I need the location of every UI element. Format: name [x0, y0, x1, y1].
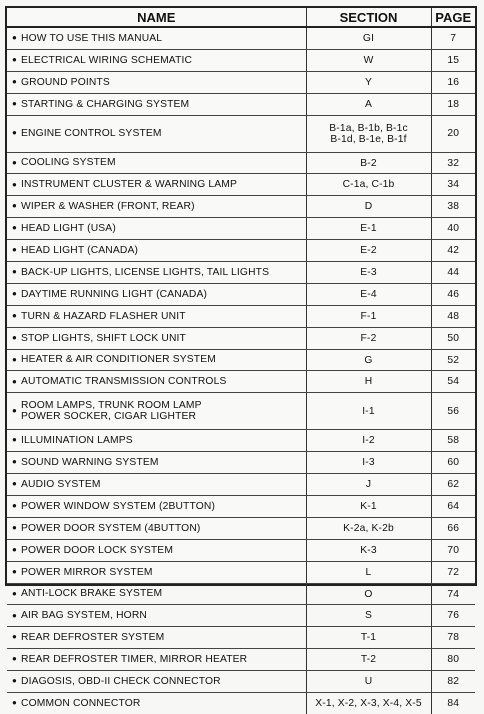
entry-name-cell: [7, 115, 306, 152]
entry-name: WIPER & WASHER (FRONT, REAR): [21, 201, 195, 213]
bullet-icon: ●: [12, 610, 17, 620]
entry-name: ILLUMINATION LAMPS: [21, 435, 133, 447]
entry-page: 18: [431, 93, 475, 115]
bullet-icon: ●: [12, 223, 17, 233]
entry-name: HOW TO USE THIS MANUAL: [21, 32, 163, 44]
bullet-icon: ●: [12, 201, 17, 211]
entry-section-cell: [306, 649, 431, 671]
entry-name: SOUND WARNING SYSTEM: [21, 457, 159, 469]
entry-name: POWER DOOR SYSTEM (4BUTTON): [21, 522, 201, 534]
entry-section-cell: [306, 539, 431, 561]
table-row: [7, 196, 475, 218]
entry-section: B-2: [360, 157, 377, 169]
entry-name-cell: [7, 27, 306, 49]
table-row: [7, 605, 475, 627]
bullet-icon: ●: [12, 288, 17, 298]
entry-section: C-1a, C-1b: [342, 179, 395, 191]
entry-name-cell: [7, 583, 306, 605]
entry-page: 48: [431, 305, 475, 327]
entry-name: GROUND POINTS: [21, 76, 110, 88]
entry-page: 46: [431, 283, 475, 305]
entry-section: Y: [364, 76, 373, 88]
entry-name-cell: [7, 627, 306, 649]
entry-name: TURN & HAZARD FLASHER UNIT: [21, 310, 186, 322]
entry-page: 42: [431, 240, 475, 262]
entry-name-cell: [7, 430, 306, 452]
entry-name: INSTRUMENT CLUSTER & WARNING LAMP: [21, 179, 238, 191]
name-column-header: NAME: [7, 8, 306, 27]
table-row: [7, 496, 475, 518]
entry-name-cell: [7, 452, 306, 474]
entry-section-cell: [306, 671, 431, 693]
entry-name: ANTI-LOCK BRAKE SYSTEM: [21, 588, 163, 600]
bullet-icon: ●: [12, 245, 17, 255]
entry-section-cell: [306, 240, 431, 262]
bullet-icon: ●: [12, 354, 17, 364]
entry-section-cell: [306, 693, 431, 714]
entry-section: I-2: [362, 435, 375, 447]
entry-name-cell: [7, 93, 306, 115]
entry-name-cell: [7, 49, 306, 71]
entry-page: 56: [431, 393, 475, 430]
entry-page: 34: [431, 174, 475, 196]
entry-section-cell: [306, 605, 431, 627]
entry-name-cell: [7, 349, 306, 371]
entry-section: S: [364, 610, 373, 622]
entry-name-cell: [7, 517, 306, 539]
entry-name-cell: [7, 327, 306, 349]
bullet-icon: ●: [12, 698, 17, 708]
entry-name: COMMON CONNECTOR: [21, 697, 141, 709]
entry-section-cell: [306, 327, 431, 349]
bullet-icon: ●: [12, 501, 17, 511]
entry-section-cell: [306, 27, 431, 49]
entry-page: 50: [431, 327, 475, 349]
entry-name: STOP LIGHTS, SHIFT LOCK UNIT: [21, 332, 186, 344]
table-row: [7, 539, 475, 561]
entry-name-cell: [7, 240, 306, 262]
entry-section-cell: [306, 371, 431, 393]
table-row: [7, 649, 475, 671]
entry-section-cell: [306, 49, 431, 71]
bullet-icon: ●: [12, 522, 17, 532]
entry-section-cell: [306, 627, 431, 649]
table-row: [7, 561, 475, 583]
entry-name-cell: [7, 693, 306, 714]
entry-section-cell: [306, 517, 431, 539]
bullet-icon: ●: [12, 632, 17, 642]
entry-name: DAYTIME RUNNING LIGHT (CANADA): [21, 288, 208, 300]
entry-section: T-2: [360, 654, 377, 666]
entry-page: 72: [431, 561, 475, 583]
entry-page: 52: [431, 349, 475, 371]
page-column-header: PAGE: [431, 8, 475, 27]
entry-name-cell: [7, 561, 306, 583]
entry-section: T-1: [360, 632, 377, 644]
entry-name-cell: [7, 474, 306, 496]
entry-section: E-2: [360, 245, 377, 257]
table-row: [7, 71, 475, 93]
entry-name: REAR DEFROSTER TIMER, MIRROR HEATER: [21, 654, 248, 666]
entry-section-cell: [306, 474, 431, 496]
table-row: [7, 371, 475, 393]
entry-section-cell: [306, 283, 431, 305]
entry-name-cell: [7, 196, 306, 218]
table-row: [7, 27, 475, 49]
entry-section-cell: [306, 430, 431, 452]
entry-name: POWER WINDOW SYSTEM (2BUTTON): [21, 500, 216, 512]
entry-section-cell: [306, 583, 431, 605]
table-row: [7, 474, 475, 496]
entry-section: U: [364, 676, 373, 688]
entry-name: COOLING SYSTEM: [21, 157, 116, 169]
entry-section-cell: [306, 71, 431, 93]
table-row: [7, 393, 475, 430]
table-row: [7, 262, 475, 284]
entry-section-cell: [306, 452, 431, 474]
entry-section: D: [364, 201, 373, 213]
entry-section: G: [364, 354, 373, 366]
entry-page: 15: [431, 49, 475, 71]
entry-name-cell: [7, 305, 306, 327]
entry-name-cell: [7, 605, 306, 627]
entry-section-cell: [306, 196, 431, 218]
entry-section-cell: [306, 115, 431, 152]
entry-section: W: [363, 54, 374, 66]
bullet-icon: ●: [12, 479, 17, 489]
entry-section: X-1, X-2, X-3, X-4, X-5: [315, 697, 422, 709]
bullet-icon: ●: [12, 676, 17, 686]
entry-page: 44: [431, 262, 475, 284]
entry-section-cell: [306, 393, 431, 430]
table-row: [7, 283, 475, 305]
entry-name: POWER MIRROR SYSTEM: [21, 566, 153, 578]
entry-section-cell: [306, 349, 431, 371]
bullet-icon: ●: [12, 544, 17, 554]
entry-page: 66: [431, 517, 475, 539]
table-row: [7, 152, 475, 174]
entry-section: B-1a, B-1b, B-1c B-1d, B-1e, B-1f: [329, 122, 408, 145]
entry-section: H: [364, 376, 373, 388]
bullet-icon: ●: [12, 566, 17, 576]
entry-page: 64: [431, 496, 475, 518]
entry-name-cell: [7, 649, 306, 671]
entry-page: 82: [431, 671, 475, 693]
entry-name-cell: [7, 71, 306, 93]
bullet-icon: ●: [12, 54, 17, 64]
entry-section: E-3: [360, 266, 377, 278]
table-row: [7, 583, 475, 605]
entry-name: AUDIO SYSTEM: [21, 478, 101, 490]
table-row: [7, 517, 475, 539]
bullet-icon: ●: [12, 406, 17, 416]
entry-name: HEATER & AIR CONDITIONER SYSTEM: [21, 354, 216, 366]
entry-name: ENGINE CONTROL SYSTEM: [21, 127, 162, 139]
entry-section: K-2a, K-2b: [343, 522, 394, 534]
table-row: [7, 218, 475, 240]
entry-page: 20: [431, 115, 475, 152]
bullet-icon: ●: [12, 128, 17, 138]
table-row: [7, 430, 475, 452]
entry-page: 32: [431, 152, 475, 174]
entry-name: BACK-UP LIGHTS, LICENSE LIGHTS, TAIL LIGHTS: [21, 266, 270, 278]
table-row: [7, 627, 475, 649]
entry-section-cell: [306, 152, 431, 174]
bullet-icon: ●: [12, 457, 17, 467]
entry-section: A: [364, 98, 373, 110]
entry-section: I-1: [362, 405, 375, 417]
entry-name-cell: [7, 283, 306, 305]
entry-section: K-1: [360, 500, 377, 512]
contents-rows: [7, 27, 475, 714]
entry-page: 60: [431, 452, 475, 474]
entry-page: 7: [431, 27, 475, 49]
bullet-icon: ●: [12, 435, 17, 445]
entry-name-cell: [7, 671, 306, 693]
entry-section: I-3: [362, 457, 375, 469]
entry-name: ROOM LAMPS, TRUNK ROOM LAMP POWER SOCKER, CIGAR LIGHTER: [21, 400, 202, 423]
entry-section-cell: [306, 561, 431, 583]
entry-page: 58: [431, 430, 475, 452]
entry-name: REAR DEFROSTER SYSTEM: [21, 632, 165, 644]
bullet-icon: ●: [12, 332, 17, 342]
table-row: [7, 349, 475, 371]
bullet-icon: ●: [12, 267, 17, 277]
entry-page: 84: [447, 697, 460, 709]
entry-name: HEAD LIGHT (USA): [21, 223, 116, 235]
entry-section: F-2: [360, 332, 377, 344]
entry-section-cell: [306, 496, 431, 518]
entry-page: 40: [431, 218, 475, 240]
table-row: [7, 693, 475, 714]
entry-section-cell: [306, 262, 431, 284]
entry-section: F-1: [360, 310, 377, 322]
entry-name-cell: [7, 218, 306, 240]
entry-name: DIAGOSIS, OBD-II CHECK CONNECTOR: [21, 675, 221, 687]
entry-section: E-1: [360, 223, 377, 235]
index-page: [5, 6, 477, 709]
entry-name-cell: [7, 371, 306, 393]
entry-name: POWER DOOR LOCK SYSTEM: [21, 544, 174, 556]
entry-section-cell: [306, 218, 431, 240]
bullet-icon: ●: [12, 376, 17, 386]
bullet-icon: ●: [12, 588, 17, 598]
entry-page: 74: [431, 583, 475, 605]
bullet-icon: ●: [12, 179, 17, 189]
section-column-header: SECTION: [306, 8, 431, 27]
entry-section-cell: [306, 93, 431, 115]
bullet-icon: ●: [12, 76, 17, 86]
entry-section: O: [364, 588, 373, 600]
entry-name: HEAD LIGHT (CANADA): [21, 244, 139, 256]
entry-section-cell: [306, 305, 431, 327]
entry-page: 76: [431, 605, 475, 627]
entry-name: AUTOMATIC TRANSMISSION CONTROLS: [21, 376, 227, 388]
table-row: [7, 327, 475, 349]
entry-page: 70: [431, 539, 475, 561]
entry-page: 54: [431, 371, 475, 393]
contents-table: [7, 8, 475, 714]
entry-name-cell: [7, 539, 306, 561]
bullet-icon: ●: [12, 33, 17, 43]
entry-section-cell: [306, 174, 431, 196]
entry-page: 78: [431, 627, 475, 649]
bullet-icon: ●: [12, 310, 17, 320]
entry-page: 38: [431, 196, 475, 218]
entry-page: 80: [431, 649, 475, 671]
entry-name-cell: [7, 152, 306, 174]
bullet-icon: ●: [12, 157, 17, 167]
entry-name-cell: [7, 496, 306, 518]
entry-name: STARTING & CHARGING SYSTEM: [21, 98, 190, 110]
header-row: [7, 8, 475, 27]
entry-name: AIR BAG SYSTEM, HORN: [21, 610, 148, 622]
entry-section: K-3: [360, 544, 377, 556]
entry-section: GI: [362, 32, 375, 44]
entry-section: E-4: [360, 288, 377, 300]
table-row: [7, 49, 475, 71]
entry-name: ELECTRICAL WIRING SCHEMATIC: [21, 54, 193, 66]
entry-name-cell: [7, 262, 306, 284]
table-row: [7, 452, 475, 474]
entry-section: J: [365, 479, 372, 491]
entry-section: L: [365, 566, 372, 578]
entry-page: 62: [431, 474, 475, 496]
entry-page: 16: [431, 71, 475, 93]
table-row: [7, 93, 475, 115]
table-row: [7, 240, 475, 262]
entry-name-cell: [7, 393, 306, 430]
table-row: [7, 174, 475, 196]
entry-name-cell: [7, 174, 306, 196]
table-row: [7, 305, 475, 327]
bullet-icon: ●: [12, 654, 17, 664]
bullet-icon: ●: [12, 98, 17, 108]
table-row: [7, 671, 475, 693]
table-row: [7, 115, 475, 152]
